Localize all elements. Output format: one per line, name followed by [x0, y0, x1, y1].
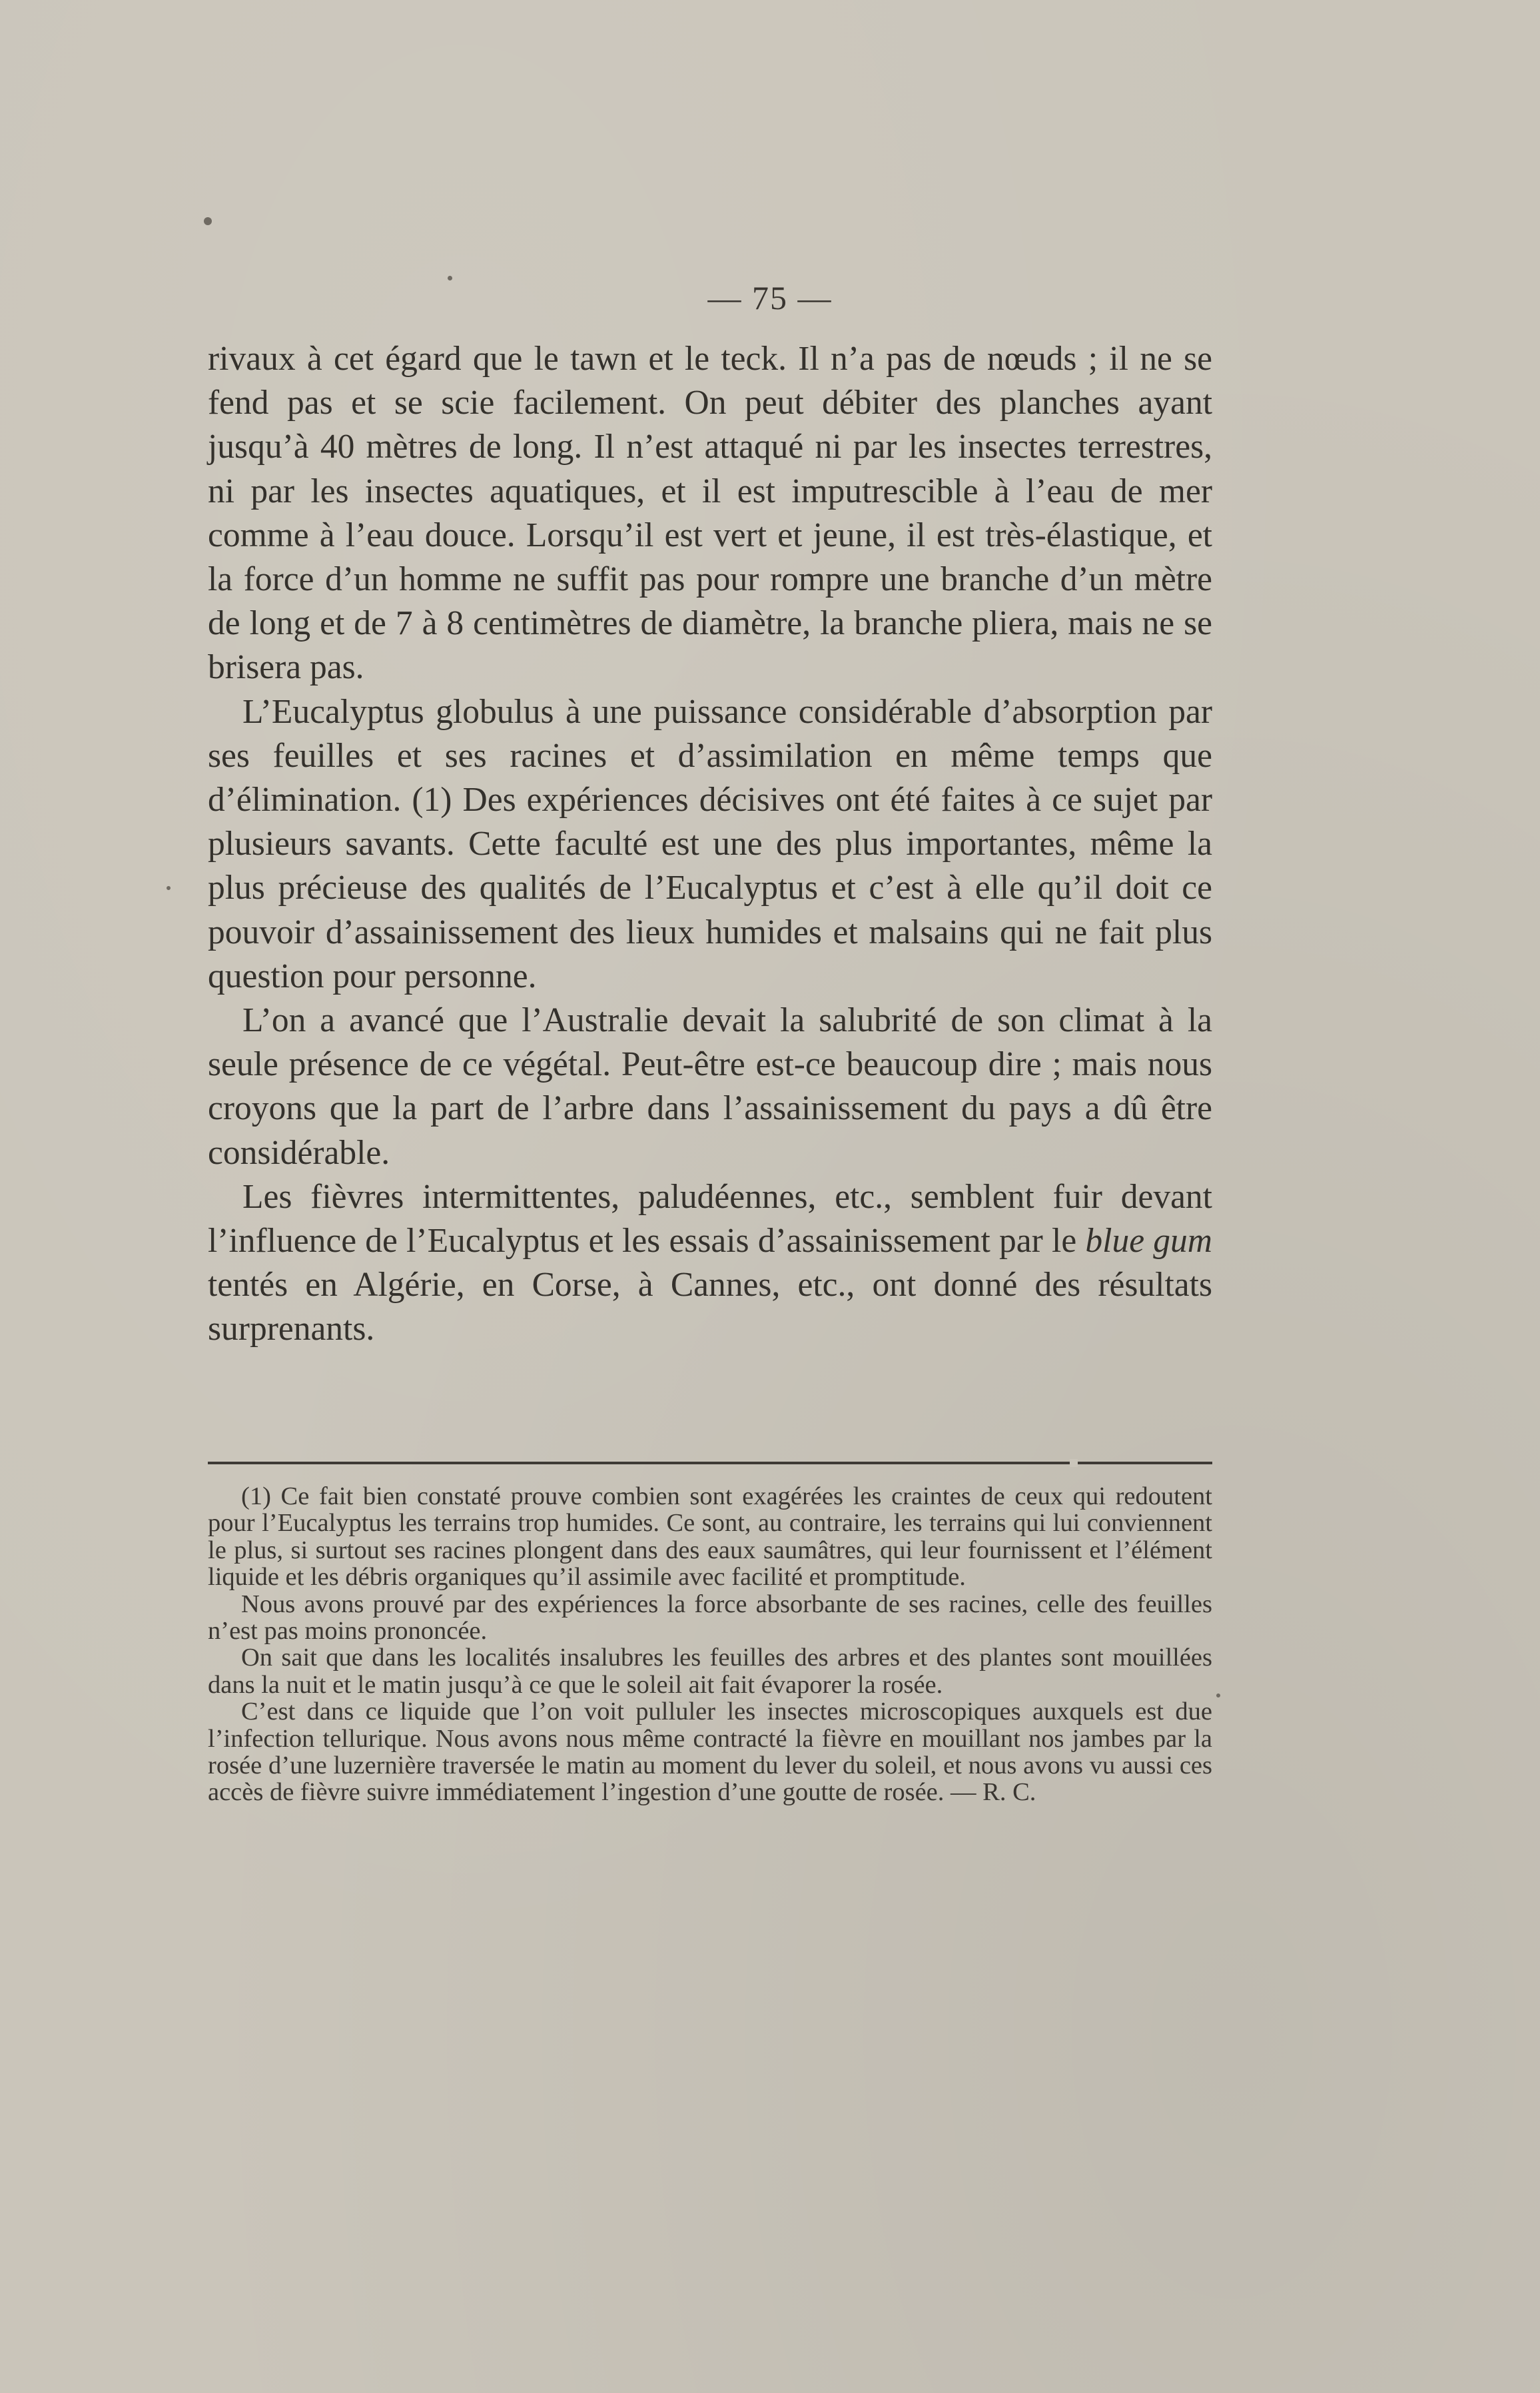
- body-paragraph: L’Eucalyptus globulus à une puissance considérable d’absorption par ses feuilles et ses racines et d’assimilation en même temps que d’élimination. (1) Des expériences décisives ont été faites à ce sujet par plusieurs savants. Cette faculté est une des plus importantes, même la plus précieuse des qualités de l’Eucalyptus et c’est à elle qu’il doit ce pouvoir d’assainissement des lieux humides et malsains qui ne fait plus question pour personne.: [208, 692, 1212, 995]
- ink-speck: [167, 886, 171, 890]
- footnote-separator: [208, 1462, 1212, 1464]
- text-segment: tentés en Algérie, en Corse, à Cannes, etc., ont donné des résultats surprenants.: [208, 1266, 1212, 1348]
- footnote-paragraph: Nous avons prouvé par des expériences la force absorbante de ses racines, celle des feuilles n’est pas moins prononcée.: [208, 1590, 1212, 1646]
- body-paragraph-last: [208, 1175, 1212, 1352]
- text-segment: Les fièvres intermittentes, paludéennes, etc., semblent fuir devant l’influence de l’Eucalyptus et les essais d’assainissement par le: [208, 1177, 1212, 1260]
- footnote-paragraph: (1) Ce fait bien constaté prouve combien sont exagérées les craintes de ceux qui redoutent pour l’Eucalyptus les terrains trop humides. Ce sont, au contraire, les terrains qui lui conviennent le plus, si surtout ses racines plongent dans des eaux saumâtres, qui leur fournissent et l’élément liquide et les débris organiques qu’il assimile avec facilité et promptitude.: [208, 1482, 1212, 1592]
- italic-term: blue gum: [1085, 1222, 1212, 1260]
- ink-speck: [204, 217, 212, 225]
- footnote-paragraph: On sait que dans les localités insalubres les feuilles des arbres et des plantes sont mouillées dans la nuit et le matin jusqu’à ce que le soleil ait fait évaporer la rosée.: [208, 1644, 1212, 1699]
- ink-speck: [1216, 1693, 1220, 1697]
- footnote-separator-gap: [1070, 1459, 1078, 1467]
- main-text: [208, 337, 1212, 1352]
- page-number: — 75 —: [707, 279, 833, 316]
- footnote-paragraph: C’est dans ce liquide que l’on voit pulluler les insectes microscopiques auxquels est due l’infection tellurique. Nous avons nous même contracté la fièvre en mouillant nos jambes par la rosée d’une luzernière traversée le matin au moment du lever du soleil, et nous avons vu aussi ces accès de fièvre suivre immédiatement l’ingestion d’une goutte de rosée. — R. C.: [208, 1697, 1212, 1807]
- footnote: [208, 1483, 1212, 1806]
- body-paragraph: L’on a avancé que l’Australie devait la salubrité de son climat à la seule présence de ce végétal. Peut-être est-ce beaucoup dire ; mais nous croyons que la part de l’arbre dans l’assainissement du pays a dû être considérable.: [208, 1001, 1212, 1172]
- body-paragraph: rivaux à cet égard que le tawn et le teck. Il n’a pas de nœuds ; il ne se fend pas et se scie facilement. On peut débiter des planches ayant jusqu’à 40 mètres de long. Il n’est attaqué ni par les insectes terrestres, ni par les insectes aquatiques, et il est imputrescible à l’eau de mer comme à l’eau douce. Lorsqu’il est vert et jeune, il est très-élastique, et la force d’un homme ne suffit pas pour rompre une branche d’un mètre de long et de 7 à 8 centimètres de diamètre, la branche pliera, mais ne se brisera pas.: [208, 340, 1212, 687]
